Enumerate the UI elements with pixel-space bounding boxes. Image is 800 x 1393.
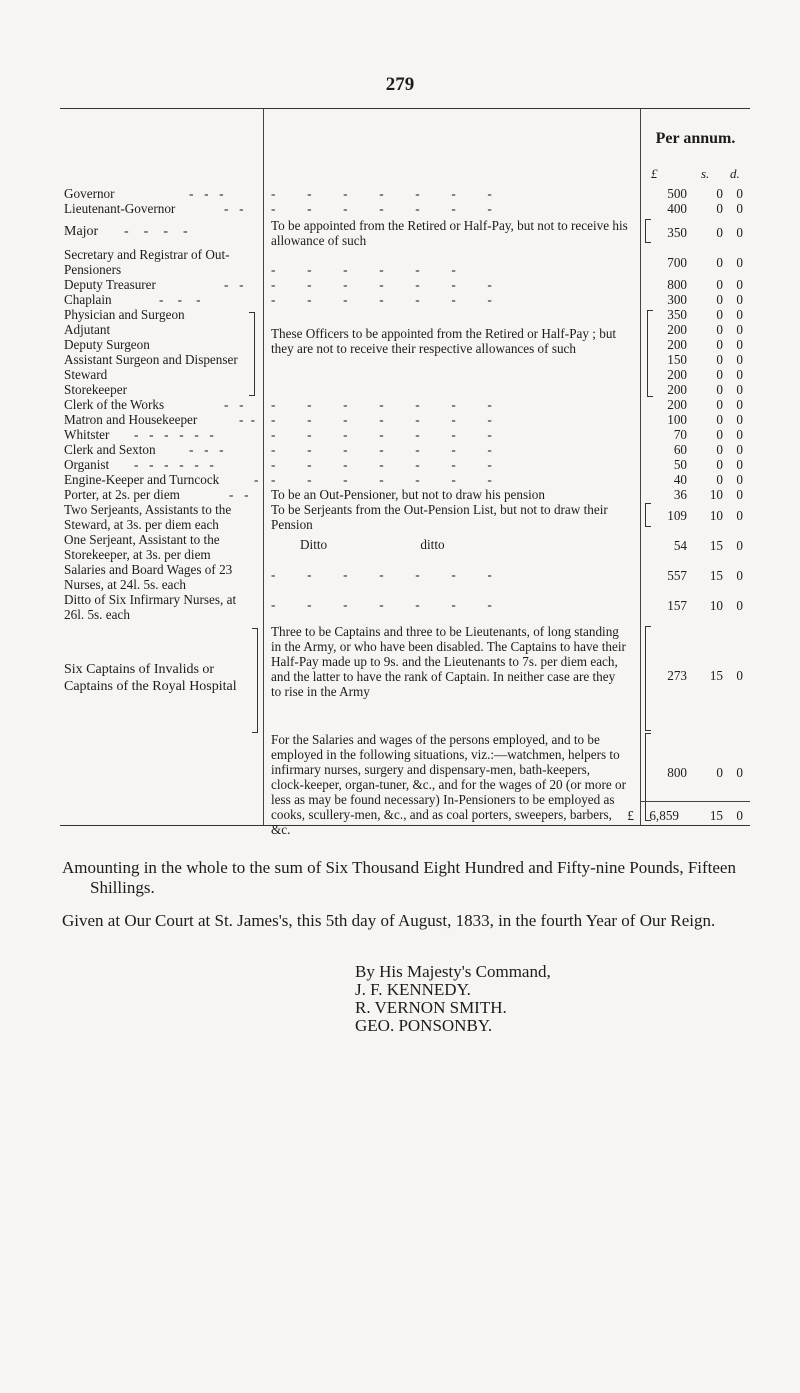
amount-organist: 50 0 0 (673, 457, 743, 472)
total-label: £ (627, 808, 634, 823)
amount-lieutenant-governor: 400 0 0 (667, 201, 743, 216)
porter-note: To be an Out-Pensioner, but not to draw his pension (271, 487, 545, 502)
leader-nurses: - - - - - - - (271, 567, 492, 582)
column-divider-left (263, 108, 264, 825)
amount-two-serjeants: 109 10 0 (667, 508, 743, 523)
officers-amount-brace (647, 310, 653, 397)
office-adjutant: Adjutant (64, 322, 111, 337)
office-major: Major - - - - (64, 224, 188, 239)
officers-brace (249, 312, 255, 396)
amount-clerk-works: 200 0 0 (667, 397, 743, 412)
amount-governor: 500 0 0 (667, 186, 743, 201)
office-matron: Matron and Housekeeper - - (64, 412, 256, 427)
amount-whitster: 70 0 0 (673, 427, 743, 442)
amount-major: 350 0 0 (667, 225, 743, 240)
amount-secretary: 700 0 0 (667, 255, 743, 270)
leader-infirmary-nurses: - - - - - - - (271, 597, 492, 612)
captains-amount-brace (645, 626, 651, 731)
office-two-serjeants: Two Serjeants, Assistants to the Steward, at 3s. per diem each (64, 502, 232, 532)
page-number: 279 (385, 74, 415, 95)
amount-captains: 273 15 0 (667, 668, 743, 683)
major-note: To be appointed from the Retired or Half-Pay, but not to receive his allowance of such (271, 218, 628, 248)
amount-wages: 800 0 0 (667, 765, 743, 780)
leader-secretary: - - - - - - (271, 262, 456, 277)
amount-one-serjeant: 54 15 0 (673, 538, 743, 553)
leader-chaplain: - - - - - - - (271, 292, 492, 307)
office-infirmary-nurses: Ditto of Six Infirmary Nurses, at 26l. 5s. each (64, 592, 237, 622)
leader-clerk-works: - - - - - - - (271, 397, 492, 412)
amount-chaplain: 300 0 0 (667, 292, 743, 307)
table-top-rule (60, 108, 750, 109)
command-line: By His Majesty's Command, (355, 962, 551, 981)
amount-steward: 200 0 0 (667, 367, 743, 382)
office-organist: Organist - - - - - - (64, 457, 215, 472)
leader-organist: - - - - - - - (271, 457, 492, 472)
office-deputy-surgeon: Deputy Surgeon (64, 337, 150, 352)
total-rule (641, 801, 750, 802)
major-amount-brace (645, 219, 651, 243)
serjeants-amount-brace (645, 503, 651, 527)
amount-engine-keeper: 40 0 0 (673, 472, 743, 487)
office-engine-keeper: Engine-Keeper and Turncock - (64, 472, 259, 487)
office-six-captains: Six Captains of Invalids or Captains of the Royal Hospital (64, 662, 237, 694)
pence-label: d. (730, 166, 740, 181)
amount-physician: 350 0 0 (667, 307, 743, 322)
office-clerk-sexton: Clerk and Sexton - - - (64, 442, 224, 457)
office-one-serjeant: One Serjeant, Assistant to the Storekeeper, at 3s. per diem (64, 532, 220, 562)
amount-clerk-sexton: 60 0 0 (673, 442, 743, 457)
amount-porter: 36 10 0 (673, 487, 743, 502)
amount-total: 6,859 15 0 (649, 808, 743, 823)
office-physician-surgeon: Physician and Surgeon (64, 307, 185, 322)
amount-infirmary-nurses: 157 10 0 (667, 598, 743, 613)
office-secretary-registrar: Secretary and Registrar of Out-Pensioners (64, 247, 230, 277)
wages-note: For the Salaries and wages of the persons employed, and to be employed in the following situations, viz.:—watchmen, helpers to infirmary nurses, surgery and dispensary-men, bath-keepers, clock-keeper, organ-tuner, &c., and for the wages of 20 (or more or less as may be found necessary) In-Pensioners to be employed as cooks, scullery-men, &c., and as coal porters, sweepers, barbers, &c. (271, 732, 626, 837)
captains-note: Three to be Captains and three to be Lieutenants, of long standing in the Army, or who have been disabled. The Captains to have their Half-Pay made up to 9s. and the Lieutenants to 7s. per diem each, and the latter to have the rank of Captain. In neither case are they to rise in the Army (271, 624, 626, 699)
pounds-symbol: £ (651, 166, 658, 181)
amount-deputy-surgeon: 200 0 0 (667, 337, 743, 352)
serjeants-note: To be Serjeants from the Out-Pension List, but not to draw their Pension (271, 502, 608, 532)
office-whitster: Whitster - - - - - - (64, 427, 215, 442)
leader-deputy-treasurer: - - - - - - - (271, 277, 492, 292)
office-steward: Steward (64, 367, 108, 382)
given-at-court: Given at Our Court at St. James's, this 5th day of August, 1833, in the fourth Year of Our Reign. (62, 911, 716, 930)
amount-assistant-surgeon: 150 0 0 (667, 352, 743, 367)
shillings-label: s. (701, 166, 710, 181)
office-assistant-surgeon: Assistant Surgeon and Dispenser (64, 352, 238, 367)
office-clerk-of-works: Clerk of the Works - - (64, 397, 244, 412)
leader-lieutenant-governor: - - - - - - - (271, 201, 492, 216)
signatory-kennedy: J. F. KENNEDY. (355, 980, 471, 999)
office-deputy-treasurer: Deputy Treasurer - - (64, 277, 244, 292)
officers-note: These Officers to be appointed from the Retired or Half-Pay ; but they are not to receive their respective allowances of such (271, 326, 617, 356)
leader-engine-keeper: - - - - - - - (271, 472, 492, 487)
captains-brace (252, 628, 258, 733)
amount-nurses: 557 15 0 (667, 568, 743, 583)
office-porter: Porter, at 2s. per diem - - (64, 487, 249, 502)
amount-storekeeper: 200 0 0 (667, 382, 743, 397)
leader-whitster: - - - - - - - (271, 427, 492, 442)
leader-matron: - - - - - - - (271, 412, 492, 427)
amount-adjutant: 200 0 0 (667, 322, 743, 337)
office-lieutenant-governor: Lieutenant-Governor - - (64, 201, 244, 216)
amount-in-words: Amounting in the whole to the sum of Six Thousand Eight Hundred and Fifty-nine Pounds, Fifteen Shillings. (62, 858, 736, 897)
ditto-note: Ditto ditto (300, 537, 445, 552)
leader-clerk-sexton: - - - - - - - (271, 442, 492, 457)
amount-matron: 100 0 0 (667, 412, 743, 427)
office-chaplain: Chaplain - - - (64, 292, 201, 307)
per-annum-header: Per annum. (655, 130, 736, 147)
office-storekeeper: Storekeeper (64, 382, 127, 397)
leader-governor: - - - - - - - (271, 186, 492, 201)
amount-deputy-treasurer: 800 0 0 (667, 277, 743, 292)
office-governor: Governor - - - (64, 186, 224, 201)
office-nurses: Salaries and Board Wages of 23 Nurses, at 24l. 5s. each (64, 562, 233, 592)
signatory-vernon-smith: R. VERNON SMITH. (355, 998, 507, 1017)
signatory-ponsonby: GEO. PONSONBY. (355, 1016, 493, 1035)
